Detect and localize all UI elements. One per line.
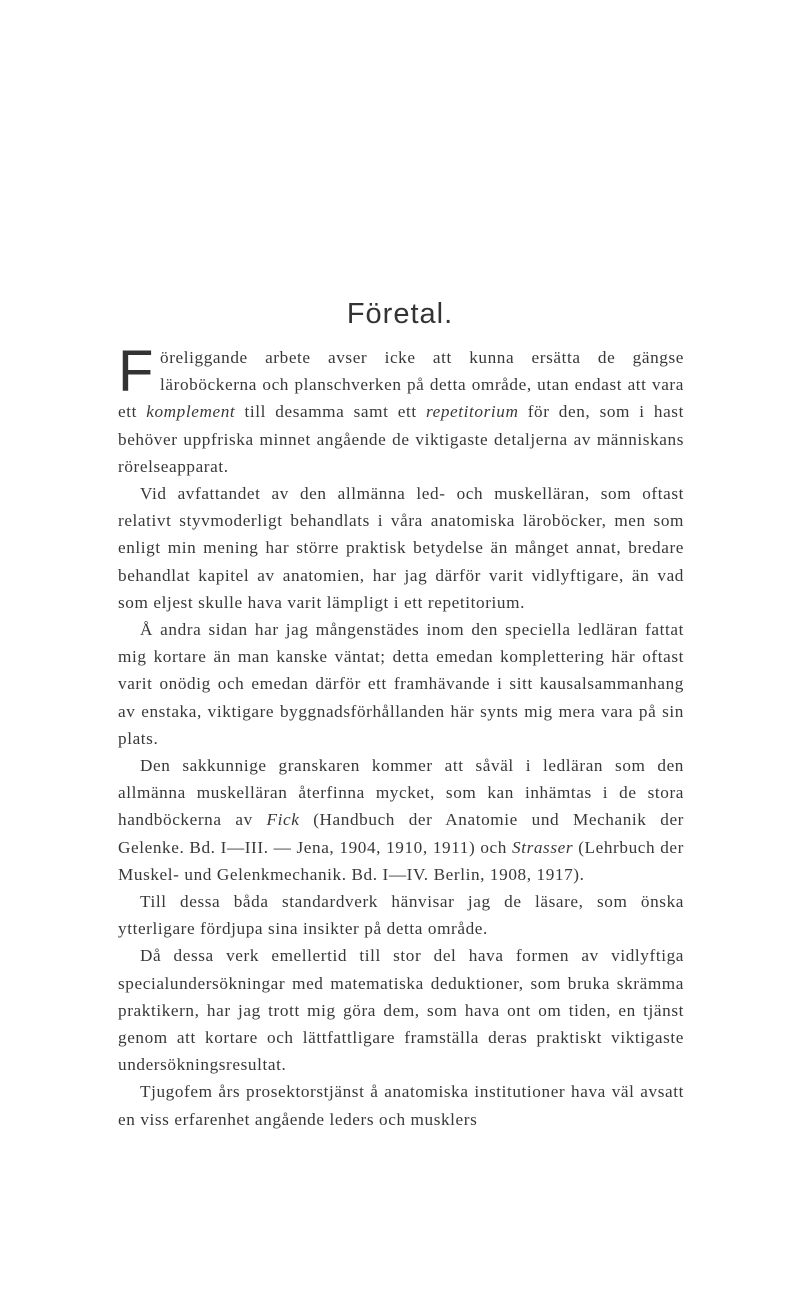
- text-run: Å andra sidan har jag mångenstädes inom den speciella ledläran fattat mig kortare än man kanske väntat; detta emedan komplettering här oftast varit onödig och emedan därför ett framhävande i sitt kausalsammanhang av enstaka, viktigare byggnadsförhållanden här synts mig mera vara på sin plats.: [118, 620, 684, 748]
- paragraph: [118, 942, 684, 1078]
- text-run: Till dessa båda standardverk hänvisar jag de läsare, som önska ytterligare fördjupa sina insikter på detta område.: [118, 892, 684, 939]
- text-run: Tjugofem års prosektorstjänst å anatomiska institutioner hava väl avsatt en viss erfarenhet angående leders och musklers: [118, 1082, 684, 1129]
- italic-term: komplement: [146, 402, 236, 422]
- body-text: [118, 339, 684, 1133]
- text-run: (Lehrbuch der Muskel- und Gelenkmechanik. Bd. I—IV. Berlin, 1908, 1917).: [118, 837, 684, 884]
- text-run: Vid avfattandet av den allmänna led- och muskelläran, som oftast relativt styvmoderligt behandlats i våra anatomiska läroböcker, men som enligt min mening har större praktisk betydelse än månget annat, bredare behandlat kapitel av anatomien, har jag därför varit vidlyftigare, än vad som eljest skulle hava varit lämpligt i ett repetitorium.: [118, 484, 684, 612]
- text-run: Den sakkunnige granskaren kommer att såväl i ledläran som den allmänna muskelläran återfinna mycket, som kan inhämtas i de stora handböckerna av: [118, 756, 684, 830]
- text-run: för den, som i hast behöver uppfriska minnet angående de viktigaste detaljerna av människans rörelseapparat.: [118, 402, 684, 476]
- paragraph: [118, 339, 684, 480]
- page-title: Företal.: [346, 298, 454, 330]
- italic-term: repetitorium: [425, 402, 519, 422]
- paragraph: [118, 888, 684, 942]
- drop-cap: F: [118, 339, 155, 404]
- italic-term: Strasser: [512, 837, 574, 857]
- paragraph: [118, 480, 684, 616]
- paragraph: [118, 752, 684, 888]
- text-run: Då dessa verk emellertid till stor del hava formen av vidlyftiga specialundersökningar med matematiska deduktioner, som bruka skrämma praktikern, har jag trott mig göra dem, som hava ont om tiden, en tjänst genom att kortare och lättfattligare framställa deras praktiskt viktigaste undersökningsresultat.: [118, 946, 684, 1075]
- paragraph: [118, 616, 684, 752]
- text-run: (Handbuch der Anatomie und Mechanik der Gelenke. Bd. I—III. — Jena, 1904, 1910, 1911) och: [118, 810, 684, 857]
- italic-term: Fick: [266, 810, 300, 830]
- text-run: till desamma samt ett: [235, 402, 426, 422]
- paragraph: [118, 1078, 684, 1132]
- text-run: öreliggande arbete avser icke att kunna ersätta de gängse läroböckerna och planschverken på detta område, utan endast att vara ett: [118, 348, 684, 422]
